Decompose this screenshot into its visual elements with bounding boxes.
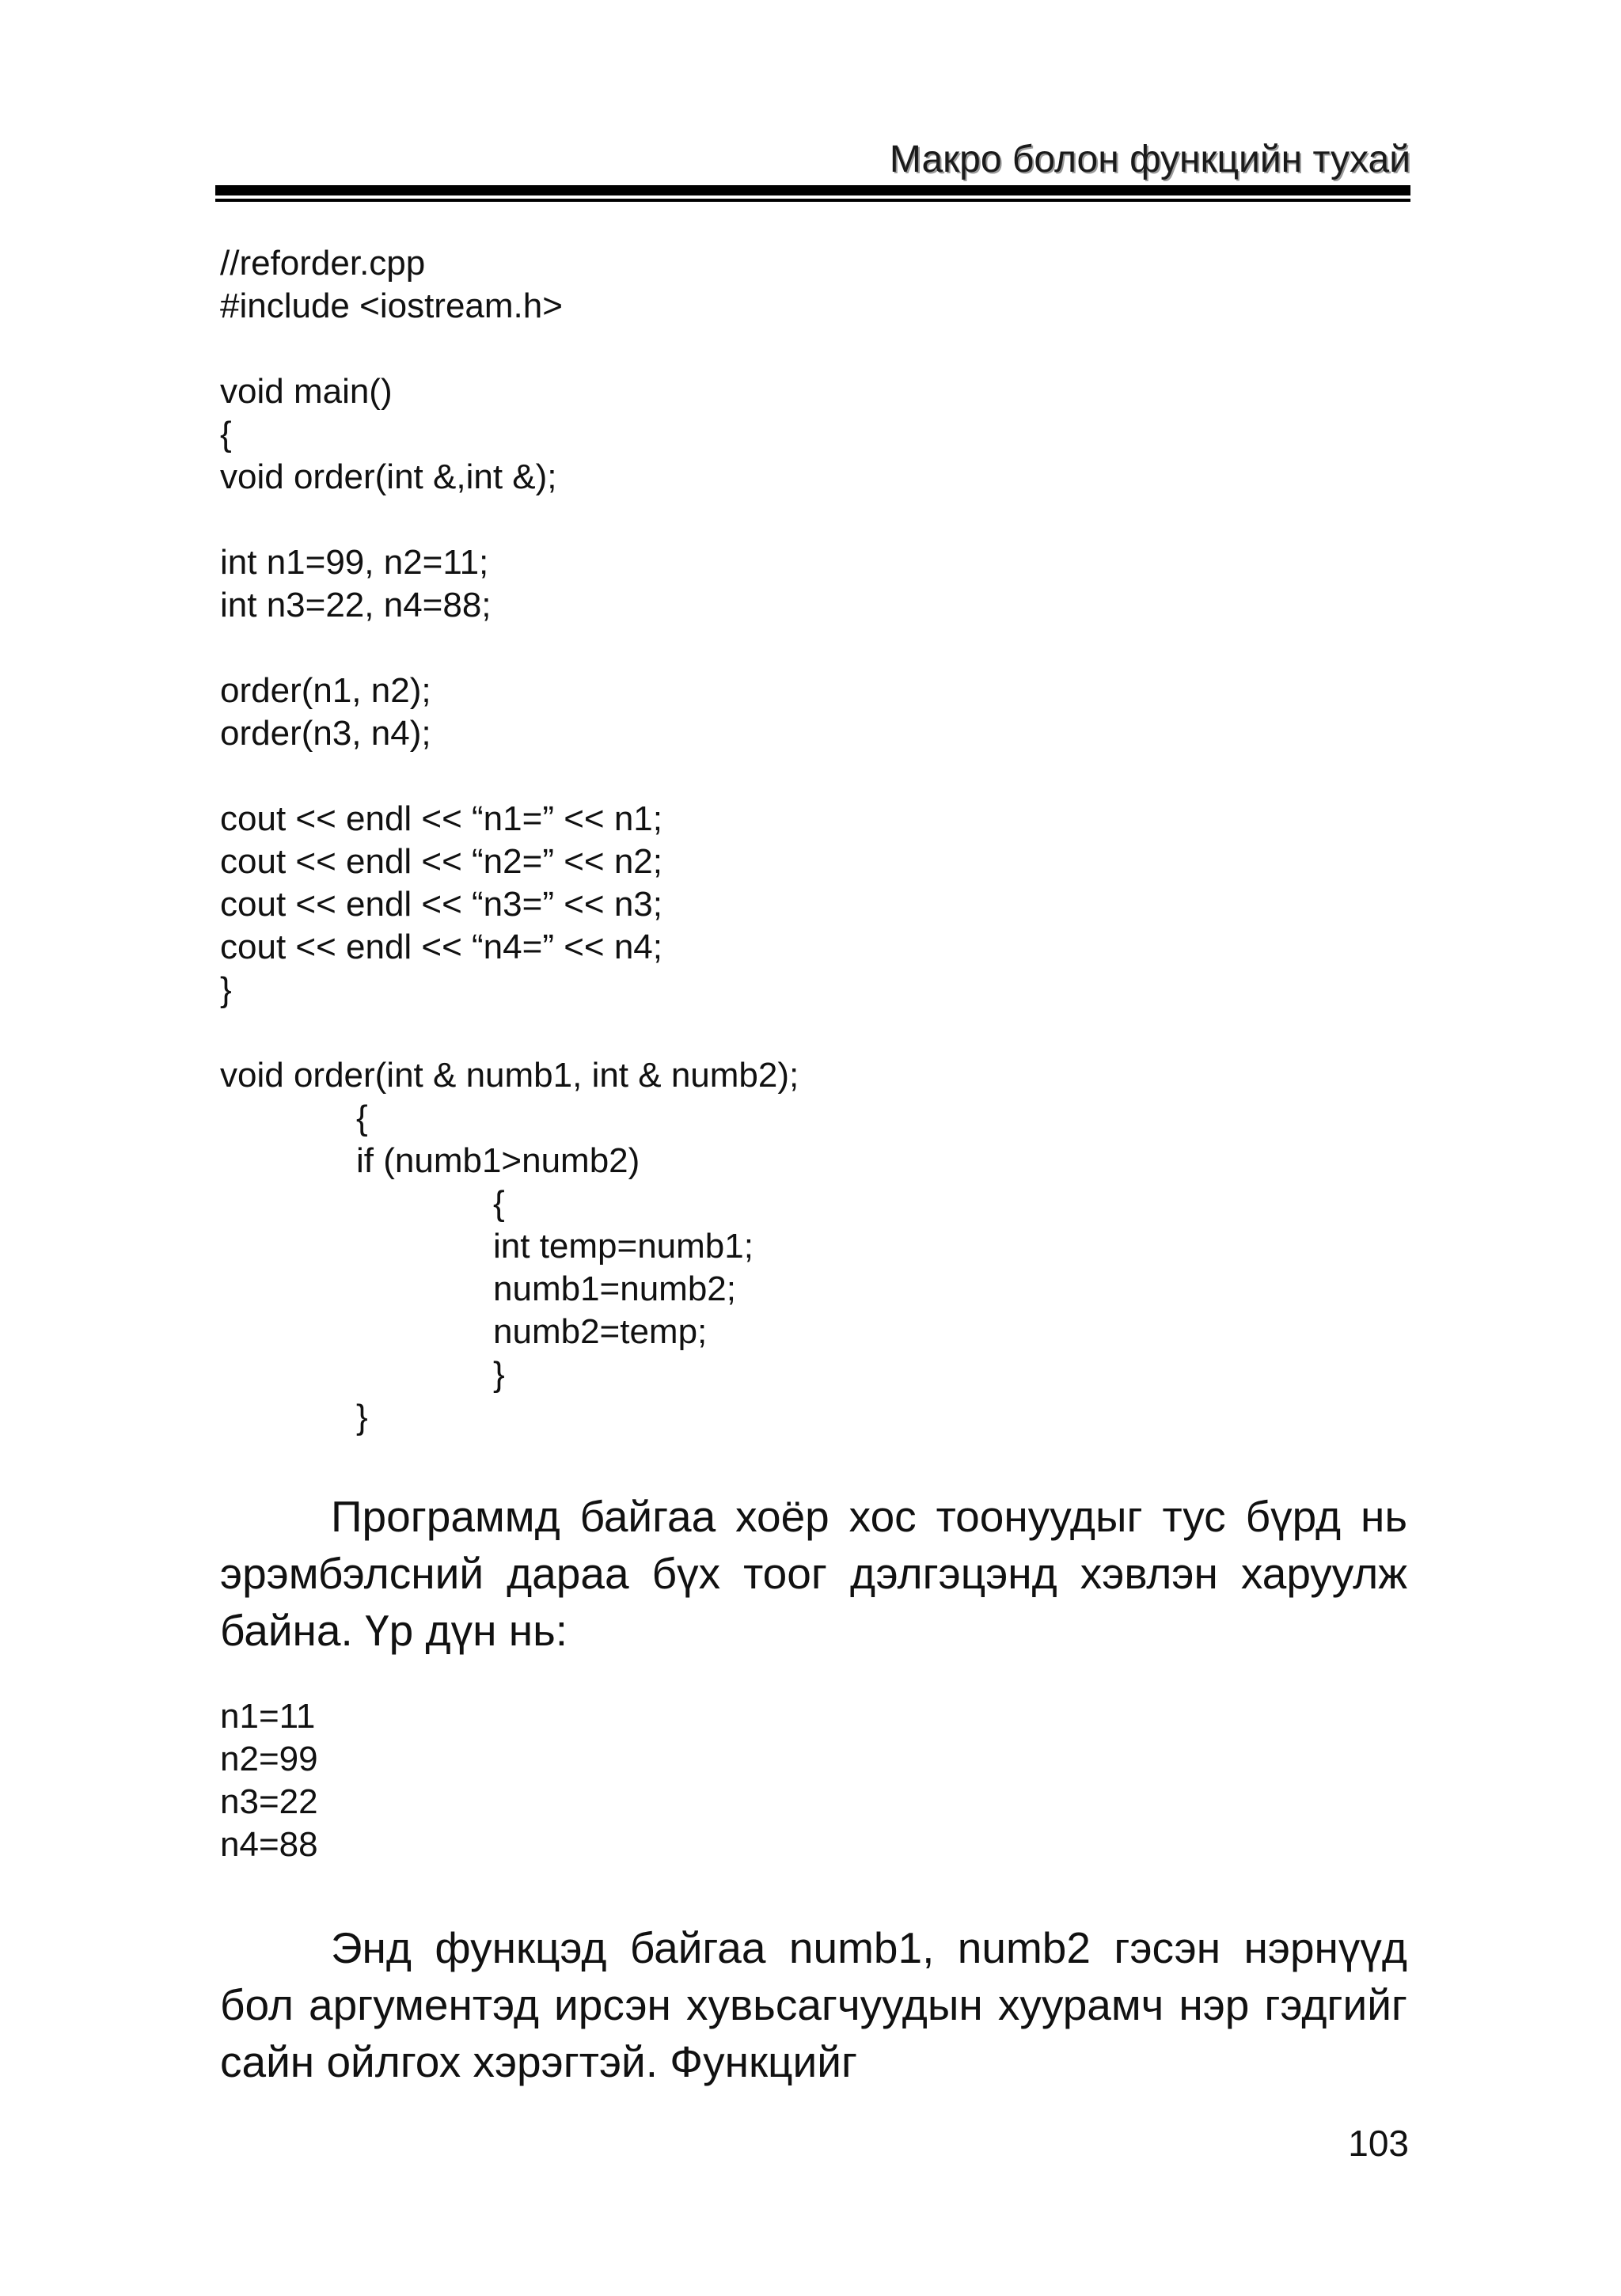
header-rule-thin <box>215 199 1410 202</box>
code-line: numb2=temp; <box>493 1312 708 1351</box>
header-rule-thick <box>215 185 1410 195</box>
code-line: void order(int &,int &); <box>220 457 557 496</box>
output-line: n3=22 <box>220 1782 318 1821</box>
running-header-title: Макро болон функцийн тухай <box>889 139 1410 180</box>
code-line: } <box>356 1398 368 1436</box>
code-line <box>220 499 1407 541</box>
code-line: order(n1, n2); <box>220 671 431 710</box>
code-line: #include <iostream.h> <box>220 287 563 325</box>
output-line: n4=88 <box>220 1825 318 1864</box>
code-line: numb1=numb2; <box>493 1269 736 1308</box>
code-line <box>220 328 1407 370</box>
code-line: if (numb1>numb2) <box>356 1141 640 1180</box>
code-line: } <box>220 970 232 1009</box>
body-paragraph-2: Энд функцэд байгаа numb1, numb2 гэсэн нэрнүүд бол аргументэд ирсэн хувьсагчуудын хуурамч нэр гэдгийг сайн ойлгох хэрэгтэй. Функцийг <box>220 1923 1407 2086</box>
code-line: void order(int & numb1, int & numb2); <box>220 1056 799 1095</box>
code-line: int n1=99, n2=11; <box>220 543 489 582</box>
code-line: void main() <box>220 372 393 411</box>
body-paragraph-1: Программд байгаа хоёр хос тоонуудыг тус бүрд нь эрэмбэлсний дараа бүх тоог дэлгэцэнд хэвлэн харуулж байна. Үр дүн нь: <box>220 1492 1407 1655</box>
code-line: cout << endl << “n4=” << n4; <box>220 928 662 966</box>
code-line: cout << endl << “n2=” << n2; <box>220 842 662 881</box>
code-line: { <box>220 415 232 454</box>
output-line: n2=99 <box>220 1740 318 1778</box>
code-line <box>220 1011 1407 1054</box>
code-line: cout << endl << “n1=” << n1; <box>220 799 662 838</box>
code-line: } <box>493 1355 505 1394</box>
code-line: //reforder.cpp <box>220 244 426 283</box>
page-number: 103 <box>1348 2123 1409 2164</box>
code-listing <box>220 242 1407 1439</box>
code-line <box>220 755 1407 798</box>
program-output <box>220 1695 853 1866</box>
code-line: order(n3, n4); <box>220 714 431 753</box>
code-line: int temp=numb1; <box>493 1227 754 1266</box>
code-line: cout << endl << “n3=” << n3; <box>220 885 662 924</box>
code-line: { <box>356 1099 368 1137</box>
code-line <box>220 627 1407 670</box>
code-line: int n3=22, n4=88; <box>220 586 492 624</box>
code-line: { <box>493 1184 505 1223</box>
output-line: n1=11 <box>220 1697 316 1736</box>
page-header <box>215 136 1410 192</box>
